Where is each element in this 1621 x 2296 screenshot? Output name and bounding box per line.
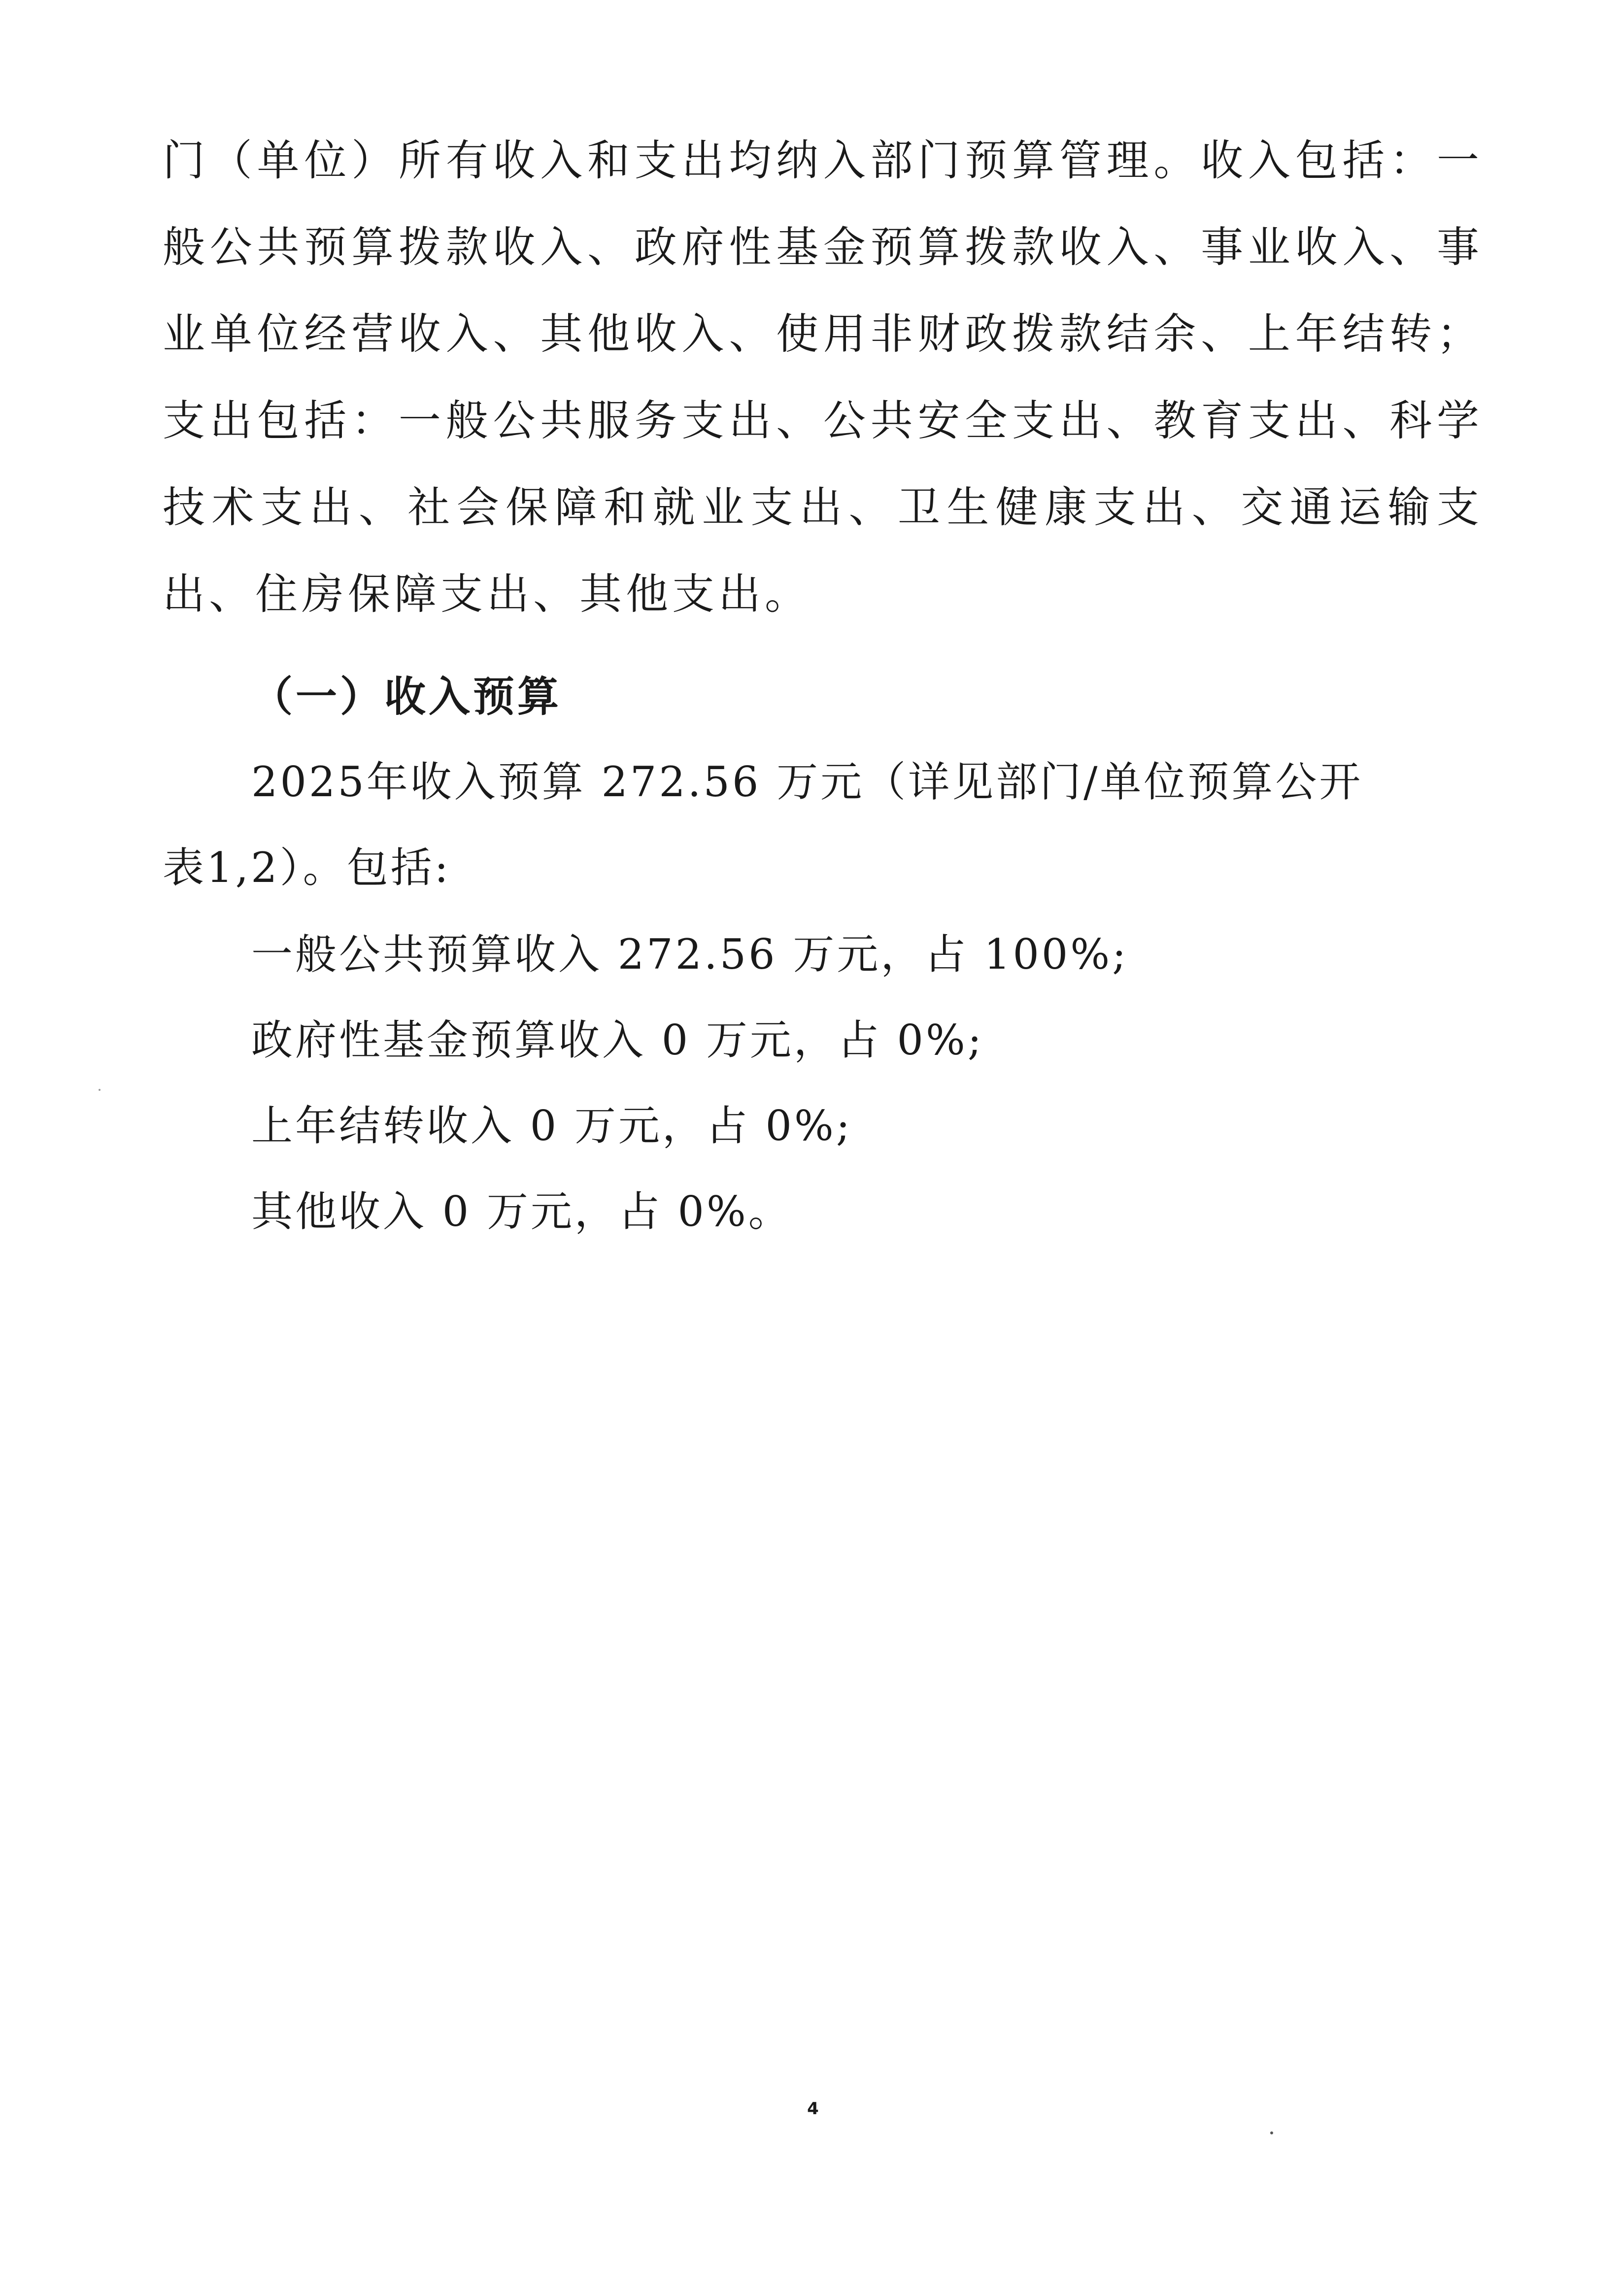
income-item-other: 其他收入 0 万元，占 0%。 bbox=[251, 1187, 792, 1236]
scan-speck bbox=[1270, 2131, 1273, 2134]
scan-speck bbox=[99, 1089, 101, 1091]
income-item-government-fund: 政府性基金预算收入 0 万元，占 0%; bbox=[251, 1016, 984, 1064]
opening-paragraph: 门（单位）所有收入和支出均纳入部门预算管理。收入包括：一般公共预算拨款收入、政府性基金预算拨款收入、事业收入、事业单位经营收入、其他收入、使用非财政拨款结余、上年结转；支出包括：一般公共服务支出、公共安全支出、教育支出、科学技术支出、社会保障和就业支出、卫生健康支出、交通运输支出、住房保障支出、其他支出。 bbox=[163, 136, 1483, 619]
income-item-list bbox=[251, 912, 1128, 1254]
income-summary-paragraph: 2025年收入预算 272.56 万元（详见部门/单位预算公开表1,2）。包括: bbox=[163, 758, 1363, 892]
income-item-carryover: 上年结转收入 0 万元，占 0%; bbox=[251, 1102, 853, 1150]
income-item-general-budget: 一般公共预算收入 272.56 万元，占 100%; bbox=[251, 930, 1129, 979]
page-number: 4 bbox=[807, 2099, 819, 2119]
section-heading: （一）收入预算 bbox=[251, 672, 562, 721]
